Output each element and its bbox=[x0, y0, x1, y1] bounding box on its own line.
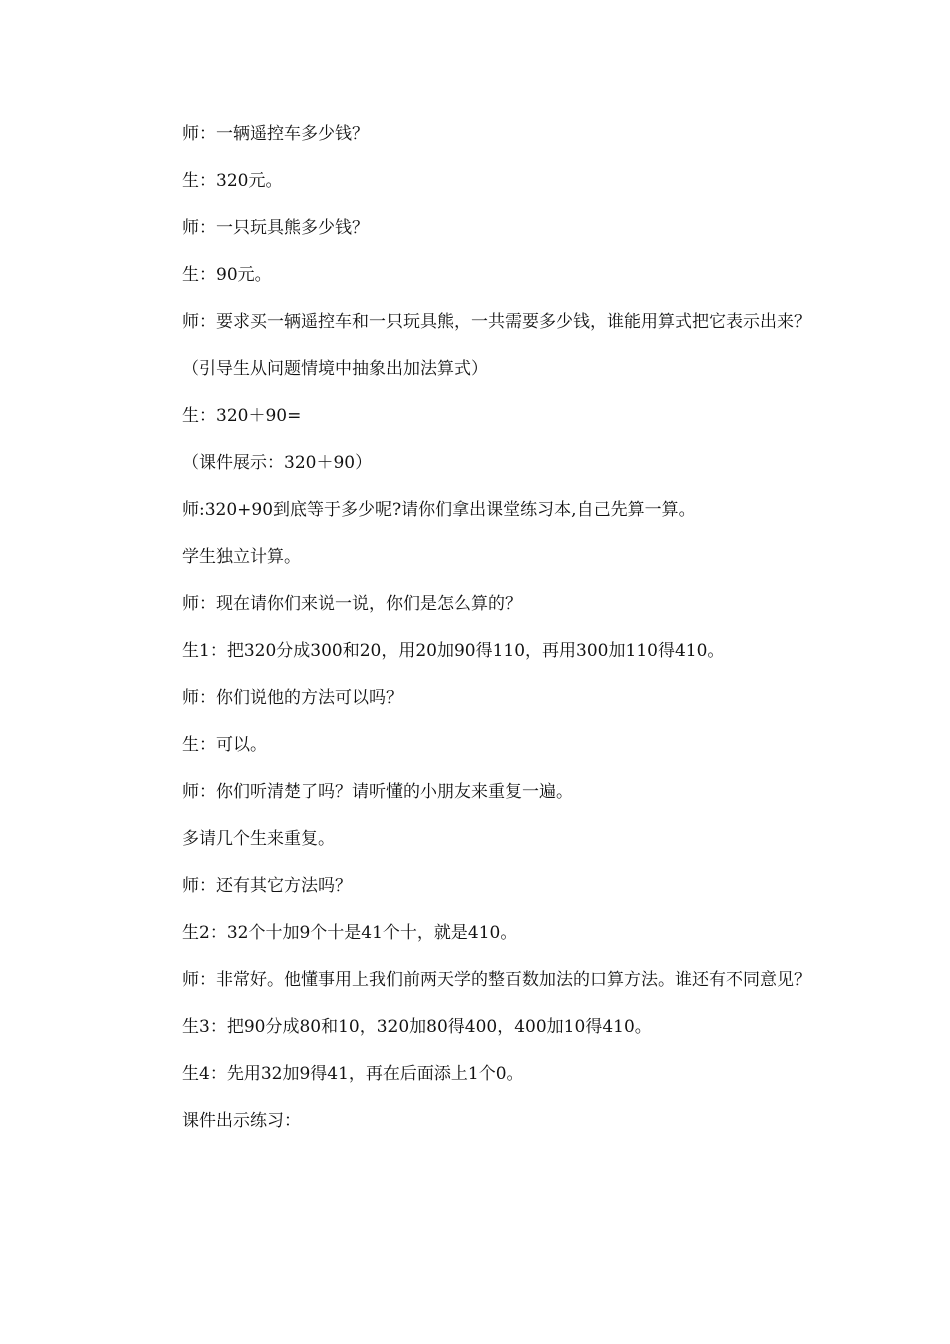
dialogue-line: 生2：32个十加9个十是41个十，就是410。 bbox=[182, 923, 518, 943]
dialogue-line: 生：90元。 bbox=[182, 265, 272, 285]
dialogue-line: 师：一只玩具熊多少钱？ bbox=[182, 218, 369, 238]
teaching-note: 学生独立计算。 bbox=[182, 547, 301, 567]
teaching-note: 课件出示练习： bbox=[182, 1111, 301, 1131]
dialogue-line: 师：非常好。他懂事用上我们前两天学的整百数加法的口算方法。谁还有不同意见？ bbox=[182, 970, 811, 990]
dialogue-line: 生3：把90分成80和10，320加80得400，400加10得410。 bbox=[182, 1017, 652, 1037]
dialogue-line: 师:320+90到底等于多少呢?请你们拿出课堂练习本,自己先算一算。 bbox=[182, 500, 696, 520]
dialogue-line: 生4：先用32加9得41，再在后面添上1个0。 bbox=[182, 1064, 524, 1084]
dialogue-line: 师：你们听清楚了吗？请听懂的小朋友来重复一遍。 bbox=[182, 782, 573, 802]
dialogue-line: 生：320＋90= bbox=[182, 406, 302, 426]
dialogue-line: 生1：把320分成300和20，用20加90得110，再用300加110得410。 bbox=[182, 641, 725, 661]
dialogue-line: 生：可以。 bbox=[182, 735, 267, 755]
document-body bbox=[144, 122, 812, 1156]
dialogue-line: 师：还有其它方法吗？ bbox=[182, 876, 352, 896]
dialogue-line: 师：你们说他的方法可以吗？ bbox=[182, 688, 403, 708]
dialogue-line: 师：现在请你们来说一说，你们是怎么算的？ bbox=[182, 594, 522, 614]
teaching-note: （引导生从问题情境中抽象出加法算式） bbox=[182, 359, 488, 379]
dialogue-line: 生：320元。 bbox=[182, 171, 283, 191]
dialogue-line: 师：一辆遥控车多少钱？ bbox=[182, 124, 369, 144]
teaching-note: （课件展示：320＋90） bbox=[182, 453, 373, 473]
dialogue-line: 师：要求买一辆遥控车和一只玩具熊，一共需要多少钱，谁能用算式把它表示出来？ bbox=[182, 312, 811, 332]
teaching-note: 多请几个生来重复。 bbox=[182, 829, 335, 849]
